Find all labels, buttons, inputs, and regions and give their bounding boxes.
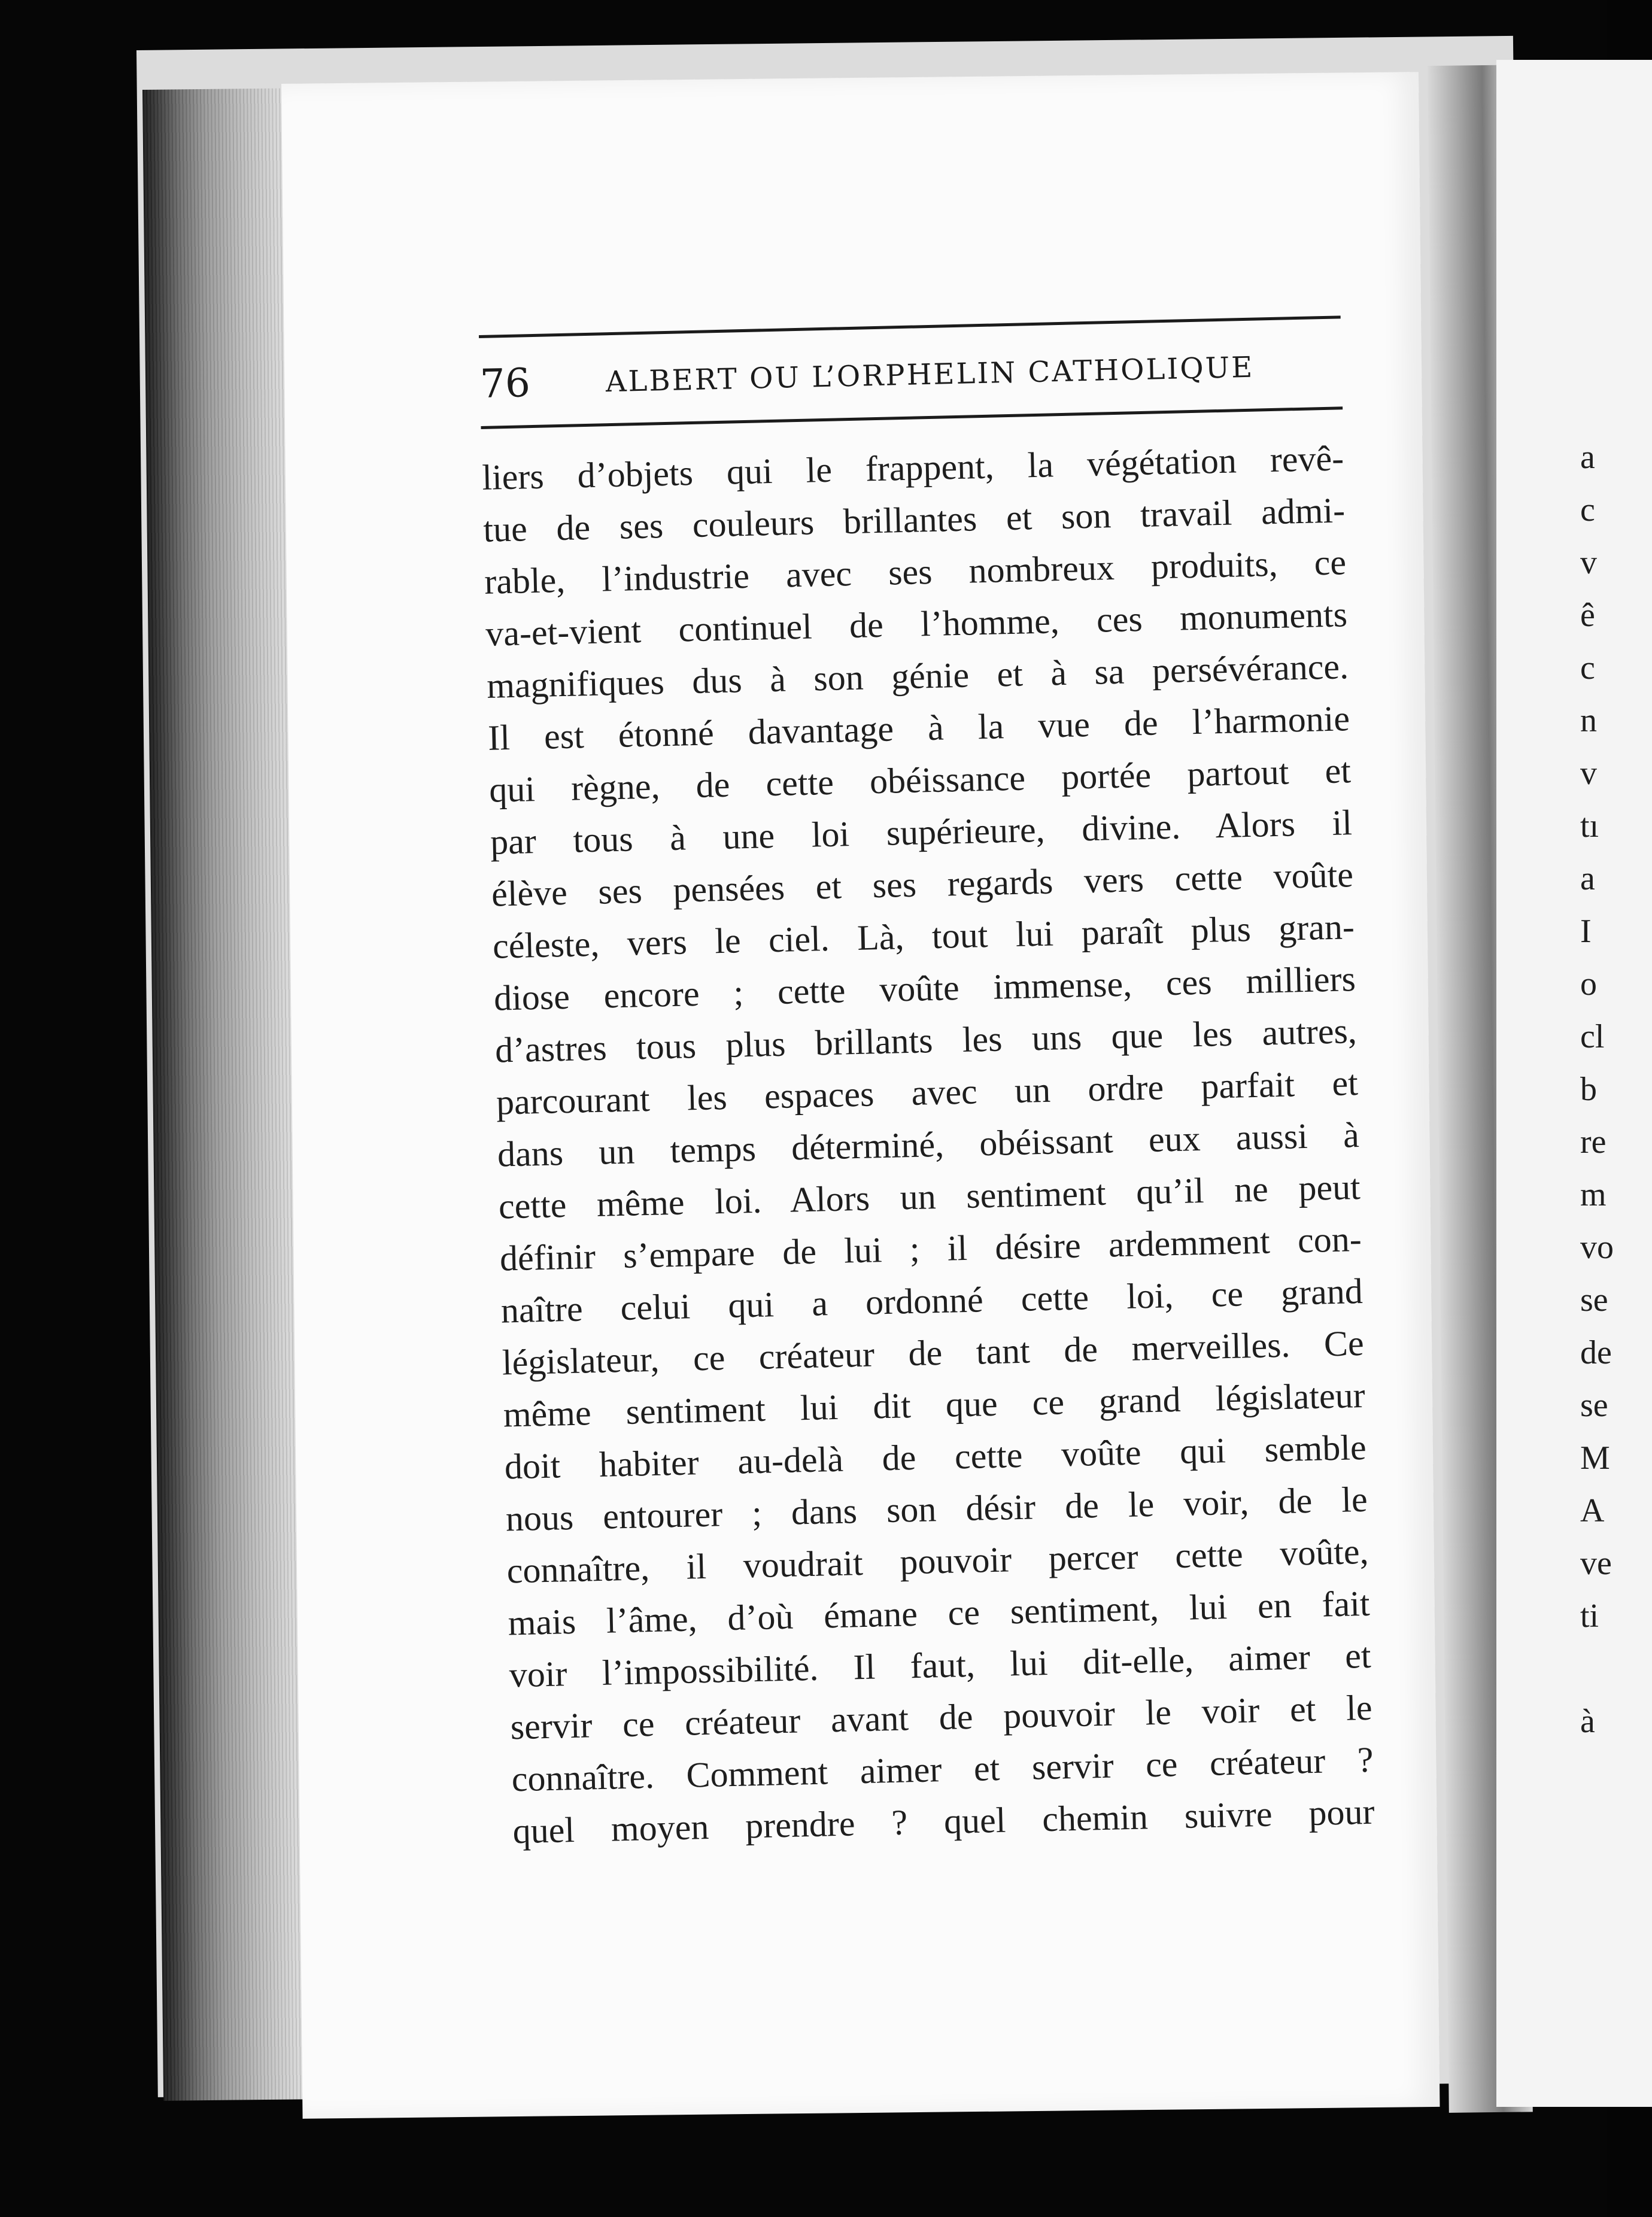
facing-page-fragment: se [1580,1281,1608,1319]
text-line: diose encore ; cette voûte immense, ces milliers [493,959,1356,1018]
text-line: élève ses pensées et ses regards vers cette voûte [491,855,1354,914]
text-line: parcourant les espaces avec un ordre parfait et [496,1063,1359,1122]
text-line: nous entourer ; dans son désir de le voir, de le [505,1479,1368,1539]
facing-page-text-fragments [1580,431,1616,1800]
text-line: naître celui qui a ordonné cette loi, ce grand [500,1271,1363,1331]
facing-page-fragment: M [1580,1439,1610,1477]
facing-page-fragment: cl [1580,1018,1605,1055]
facing-page-fragment: tı [1580,807,1599,845]
facing-page-fragment: A [1580,1492,1605,1529]
text-line: liers d’objets qui le frappent, la végétation revê- [481,438,1344,497]
text-line: magnifiques dus à son génie et à sa persévérance. [486,646,1349,706]
text-line: doit habiter au-delà de cette voûte qui semble [504,1427,1367,1487]
facing-page-fragment: a [1580,439,1595,476]
body-text [481,432,1375,1857]
text-line: rable, l’industrie avec ses nombreux produits, ce [484,542,1347,602]
facing-page-fragment: b [1580,1071,1597,1108]
facing-page-fragment: a [1580,860,1595,897]
text-line: qui règne, de cette obéissance portée partout et [488,751,1352,810]
facing-page-fragment: I [1580,913,1592,950]
facing-page-fragment: vo [1580,1229,1614,1266]
text-line: législateur, ce créateur de tant de merveilles. Ce [502,1323,1365,1383]
facing-page [1496,60,1652,2107]
text-line: voir l’impossibilité. Il faut, lui dit-elle, aimer et [509,1635,1372,1695]
facing-page-fragment: re [1580,1123,1607,1161]
text-line: quel moyen prendre ? quel chemin suivre pour [512,1791,1375,1851]
page-text-block [479,315,1376,1891]
text-line: d’astres tous plus brillants les uns que les autres, [494,1011,1358,1070]
text-line: par tous à une loi supérieure, divine. Alors il [490,803,1353,862]
facing-page-fragment: c [1580,649,1595,687]
facing-page-fragment: ti [1580,1598,1599,1635]
text-line: céleste, vers le ciel. Là, tout lui paraît plus gran- [492,907,1355,966]
text-line: va-et-vient continuel de l’homme, ces monuments [485,594,1348,654]
text-line: même sentiment lui dit que ce grand législateur [503,1375,1366,1435]
facing-page-fragment: n [1580,702,1597,739]
page-number: 76 [479,360,531,407]
facing-page-fragment: v [1580,544,1597,581]
facing-page-fragment: se [1580,1387,1608,1424]
text-line: servir ce créateur avant de pouvoir le voir et le [510,1687,1373,1747]
facing-page-fragment: à [1580,1703,1595,1740]
facing-page-fragment: v [1580,755,1597,792]
running-head: ALBERT OU L’ORPHELIN CATHOLIQUE [605,350,1255,399]
facing-page-fragment: c [1580,491,1595,529]
text-line: cette même loi. Alors un sentiment qu’il ne peut [498,1167,1361,1226]
facing-page-fragment: ê [1580,597,1595,634]
page-header [479,335,1343,414]
facing-page-fragment: m [1580,1176,1607,1213]
text-line: mais l’âme, d’où émane ce sentiment, lui en fait [508,1583,1371,1643]
text-line: connaître. Comment aimer et servir ce créateur ? [511,1739,1374,1799]
facing-page-fragment: o [1580,965,1597,1003]
text-line: Il est étonné davantage à la vue de l’harmonie [487,698,1350,758]
facing-page-fragment: ve [1580,1545,1612,1582]
text-line: connaître, il voudrait pouvoir percer cette voûte, [506,1531,1369,1591]
facing-page-fragment: de [1580,1334,1612,1371]
text-line: tue de ses couleurs brillantes et son travail admi- [482,490,1346,549]
text-line: dans un temps déterminé, obéissant eux aussi à [497,1114,1360,1174]
text-line: définir s’empare de lui ; il désire ardemment con- [499,1219,1362,1278]
